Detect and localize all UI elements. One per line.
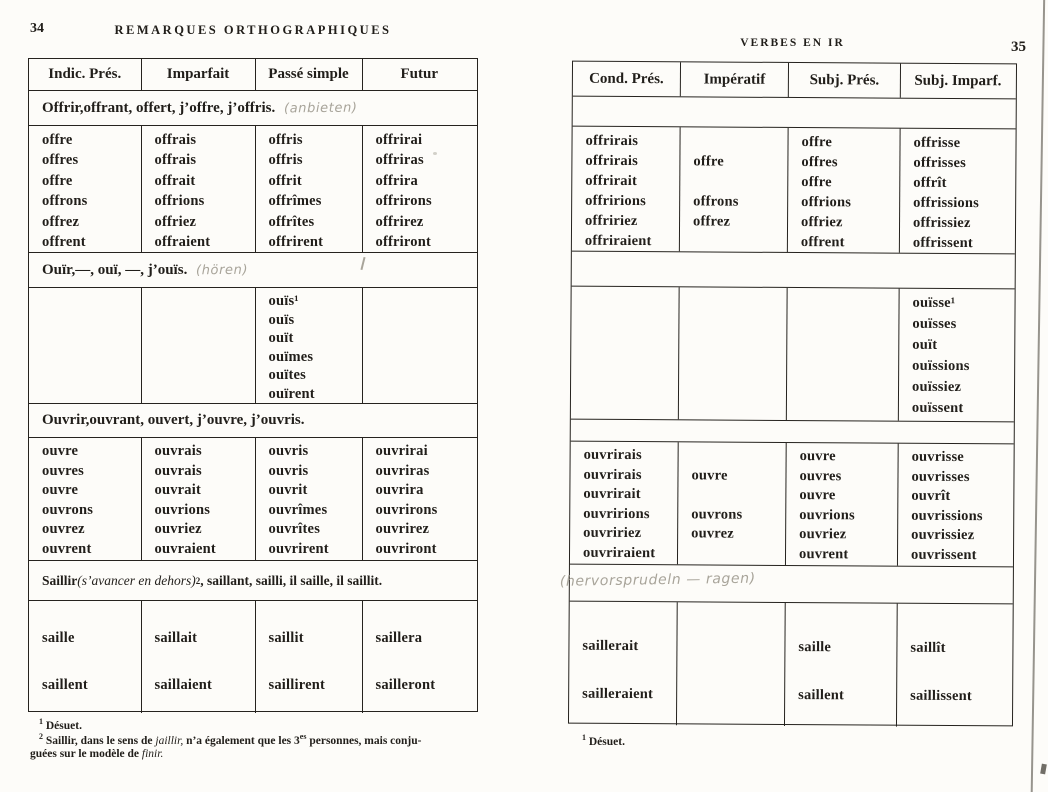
verb-form: saillissent (910, 687, 973, 705)
verb-form: ouvririez (583, 525, 642, 542)
verb-form: ouvrez (691, 525, 735, 543)
verb-principal-parts: —, ouï, —, j’ouïs. (75, 261, 188, 278)
conjugation-table-left (28, 58, 478, 712)
verb-infinitive: Offrir, (42, 99, 84, 116)
verb-form: ouvrirons (375, 501, 438, 518)
verb-form: offre (42, 172, 73, 189)
verb-form: ouvrons (691, 506, 743, 523)
verb-form: ouvrissiez (911, 527, 975, 544)
verb-form: offrions (154, 193, 205, 210)
verb-form: ouvriraient (582, 544, 656, 562)
gloss-italic: (s’avancer en dehors) (77, 572, 196, 588)
verb-principal-parts: offrant, offert, j’offre, j’offris. (83, 99, 276, 116)
footnote-1 (30, 717, 517, 734)
verb-form: ouvrirais (583, 446, 642, 464)
verb-form: offre (693, 153, 724, 170)
verb-form: ouïsse¹ (912, 294, 956, 311)
verb-form: offres (801, 154, 838, 171)
verb-form: ouvraient (154, 540, 216, 557)
verb-form: ouïs (268, 311, 295, 328)
column-conditionnel-present (570, 442, 678, 565)
verb-form: ouvrent (42, 540, 92, 557)
section-title-saillir: Saillir (s’avancer en dehors) 2 , saillant, sailli, il saille, il saillit. (29, 561, 477, 601)
verb-form: saille (42, 630, 75, 646)
verb-form: saillait (154, 630, 198, 646)
verb-form: ouvrisse (911, 448, 965, 466)
column-futur (362, 126, 477, 252)
verb-form: offriez (800, 214, 843, 231)
verb-form: ouvris (268, 462, 309, 479)
verb-form (693, 231, 787, 252)
verb-form: ouvrissent (910, 546, 977, 564)
verb-form: ouïssent (911, 399, 964, 417)
verb-form: ouïsses (912, 315, 957, 333)
column-conditionnel-present (569, 602, 677, 726)
verb-principal-parts: ouvrant, ouvert, j’ouvre, j’ouvris. (89, 412, 305, 428)
spacer-band (571, 420, 1014, 445)
verb-form: offrisse (913, 134, 961, 152)
verb-form: offriraient (584, 232, 652, 250)
column-subjonctif-present (787, 128, 900, 253)
verb-form: offrîmes (268, 193, 322, 210)
column-conditionnel-present (571, 287, 679, 420)
page-edge-shadow (1031, 0, 1045, 792)
verb-form: ouvrira (375, 482, 424, 499)
verb-form: ouvre (691, 466, 728, 484)
verb-form: ouvriront (375, 540, 437, 557)
verb-form: ouïssions (912, 357, 970, 375)
conjugation-block-offrir (29, 126, 477, 253)
verb-form: ouït (268, 330, 294, 347)
verb-form: ouvrirai (375, 443, 428, 459)
spacer-band (572, 252, 1015, 290)
verb-form: ouvrirent (268, 540, 329, 557)
verb-form (692, 446, 786, 466)
section-title-offrir (29, 91, 477, 126)
footnote-marker: 1 (582, 733, 586, 743)
column-subjonctif-present (784, 603, 897, 727)
conjugation-block-ouvrir-right (570, 442, 1014, 568)
verb-infinitive: Ouïr, (42, 261, 76, 278)
verb-form: offre (801, 134, 833, 151)
verb-form: offres (42, 152, 79, 169)
verb-form: ouvrait (154, 482, 202, 499)
verb-form: offrira (375, 172, 418, 189)
column-subjonctif-imparfait (898, 289, 1014, 422)
verb-form (693, 171, 787, 192)
column-subjonctif-present (785, 443, 898, 566)
verb-form: offrisses (913, 154, 967, 172)
column-header: Futur (362, 59, 477, 90)
conjugation-block-saillir-right (569, 602, 1013, 728)
verb-form: ouvre (799, 448, 836, 465)
footnote-text: n’a également que les 3 (183, 734, 300, 747)
scan-speck (433, 152, 437, 155)
verb-form: offriez (154, 213, 197, 230)
verb-form: ouvriez (799, 526, 847, 543)
column-passe-simple (255, 126, 362, 252)
verb-principal-parts: , saillant, sailli, il saille, il saillit. (200, 572, 383, 588)
footnote-2 (30, 731, 517, 762)
column-imparfait (141, 288, 255, 403)
column-header: Subj. Prés. (788, 63, 900, 98)
column-futur (362, 288, 477, 403)
column-imperatif (678, 287, 787, 420)
table-header-row-left (29, 59, 477, 91)
verb-form: ouvrent (798, 546, 849, 563)
column-header: Passé simple (255, 59, 362, 90)
footnote-marker: 2 (39, 731, 43, 741)
column-passe-simple (255, 438, 362, 560)
verb-form: ouvriez (154, 521, 202, 538)
conjugation-block-ouvrir (29, 438, 477, 561)
verb-form: ouïtes (268, 367, 306, 384)
conjugation-block-ouir-right (571, 287, 1015, 423)
verb-form: offrez (42, 213, 80, 230)
conjugation-table-right (559, 61, 1017, 727)
verb-form: ouvrions (799, 506, 855, 524)
verb-form: offrent (42, 233, 86, 250)
verb-form: ouvrît (911, 487, 951, 505)
verb-form: offrirais (585, 152, 638, 170)
running-head-left: REMARQUES ORTHOGRAPHIQUES (114, 23, 392, 37)
column-imparfait (141, 601, 255, 713)
verb-form: ouïrent (268, 385, 315, 402)
footnote-text: Désuet. (45, 720, 82, 732)
verb-form: offraient (154, 233, 211, 250)
verb-form: offririons (585, 192, 647, 210)
pencil-annotation: (hervorsprudeln — ragen) (559, 570, 756, 590)
verb-form: ouvrez (42, 521, 85, 538)
verb-form: offrirai (375, 132, 423, 148)
verb-form: offrais (154, 132, 197, 148)
verb-form: sailleront (375, 677, 436, 693)
pencil-annotation: (hören) (196, 262, 249, 278)
verb-form: ouït (912, 336, 938, 353)
pencil-annotation: (anbieten) (284, 100, 358, 116)
footnote-text: Désuet. (588, 736, 625, 748)
verb-form: offrons (693, 193, 739, 210)
verb-form: ouvrions (154, 501, 211, 518)
verb-form: ouvre (42, 443, 79, 459)
column-header: Indic. Prés. (48, 66, 122, 82)
verb-form: offririez (585, 212, 638, 230)
table-header-row-right (573, 62, 1016, 100)
verb-form: ouvre (42, 482, 79, 499)
column-subjonctif-imparfait (897, 444, 1013, 567)
verb-form: offris (268, 152, 303, 169)
column-futur (362, 601, 477, 713)
section-title-ouvrir (29, 404, 477, 438)
column-imperatif (676, 602, 785, 726)
verb-form: ouvrisses (911, 468, 970, 485)
verb-form: saillent (42, 677, 88, 693)
verb-form: ouvris (268, 443, 309, 459)
verb-form: ouvrit (268, 482, 308, 499)
verb-form: offrait (154, 172, 196, 189)
column-indicatif-present (29, 601, 141, 713)
verb-form: ouvres (42, 462, 85, 479)
verb-form (693, 131, 787, 152)
verb-form: ouvrîmes (268, 501, 328, 518)
column-indicatif-present (29, 126, 141, 252)
footnote-text: dans le sens de (77, 734, 156, 747)
verb-form: sailleraient (582, 685, 654, 703)
verb-form: ouïssiez (911, 378, 962, 396)
verb-form: ouvrîtes (268, 521, 321, 538)
column-indicatif-present (29, 288, 141, 403)
verb-form: saillirent (268, 677, 326, 693)
conjugation-block-ouir (29, 288, 477, 404)
verb-form: ouvres (799, 467, 842, 484)
italic-term: jaillir, (155, 734, 184, 747)
verb-form: ouvrais (154, 443, 202, 459)
verb-form: ouvriras (375, 462, 430, 479)
column-conditionnel-present (572, 127, 680, 252)
conjugation-block-saillir (29, 601, 477, 713)
footnote-lead: Saillir, (45, 734, 78, 747)
verb-form: ouvre (799, 487, 836, 504)
column-header: Cond. Prés. (589, 70, 664, 87)
verb-form: offre (801, 174, 832, 191)
column-header: Imparfait (141, 59, 255, 90)
scan-artifact (1040, 764, 1047, 775)
italic-term: finir. (141, 748, 164, 760)
verb-form: saillera (375, 630, 423, 646)
verb-form: offrissiez (912, 214, 971, 232)
verb-form: offrirez (375, 213, 424, 230)
verb-form: saillent (798, 687, 845, 704)
verb-form: offris (268, 132, 303, 148)
verb-form: offrirent (268, 233, 324, 250)
verb-form: offrîtes (268, 213, 315, 230)
verb-form: offriras (375, 152, 424, 169)
verb-infinitive: Ouvrir, (42, 412, 90, 428)
ordinal-superscript: es (299, 731, 307, 741)
verb-form (691, 486, 785, 506)
verb-form: offrirons (375, 193, 432, 210)
verb-form: ouvrissions (911, 507, 983, 524)
column-passe-simple (255, 601, 362, 713)
footnotes-right (573, 733, 973, 751)
column-imparfait (141, 126, 255, 252)
verb-form: offrez (693, 213, 731, 230)
verb-form: offrions (801, 194, 852, 211)
verb-form: offrons (42, 193, 88, 210)
footnote-text: guées sur le modèle de (30, 748, 142, 760)
verb-form: saillit (268, 630, 304, 646)
verb-infinitive: Saillir (42, 572, 78, 588)
verb-form: ouvrais (154, 462, 202, 479)
footnote-text: personnes, mais conju- (306, 734, 422, 747)
spacer-band (573, 97, 1016, 130)
column-header: Subj. Imparf. (900, 64, 1015, 99)
annotation-band (559, 565, 1013, 605)
verb-form (691, 544, 785, 564)
column-header: Impératif (680, 62, 788, 97)
verb-form: saille (798, 638, 832, 655)
verb-form: ouvrirait (583, 485, 641, 503)
column-indicatif-present (29, 438, 141, 560)
column-imperatif (679, 127, 788, 252)
column-subjonctif-present (786, 288, 899, 421)
verb-form: offrirais (585, 132, 639, 150)
footnotes-left (30, 717, 517, 763)
verb-form: saillerait (582, 637, 639, 654)
page-number-right: 35 (1011, 39, 1026, 55)
verb-form: offriront (375, 233, 431, 250)
verb-form: ouvrons (42, 501, 94, 518)
verb-form: ouvrirez (375, 521, 430, 538)
page-number-left: 34 (30, 21, 44, 36)
section-title-ouir (29, 253, 477, 288)
verb-form: saillît (910, 639, 946, 656)
verb-form: ouvririons (583, 505, 650, 522)
verb-form: ouïmes (268, 348, 314, 365)
verb-form: offrissions (913, 194, 980, 212)
verb-form: ouvrirais (583, 466, 642, 483)
verb-form: ouïs¹ (268, 293, 299, 309)
column-imperatif (677, 442, 786, 565)
column-imparfait (141, 438, 255, 560)
verb-form: offrent (800, 234, 845, 251)
verb-form: offrirait (585, 172, 638, 190)
running-head-right: VERBES EN IR (740, 37, 845, 49)
verb-form: offrit (268, 172, 302, 189)
footnote-1 (573, 733, 973, 750)
verb-form: offrissent (912, 234, 973, 252)
verb-form: offrais (154, 152, 197, 169)
column-subjonctif-imparfait (899, 129, 1015, 254)
column-subjonctif-imparfait (896, 604, 1012, 728)
footnote-marker: 1 (39, 717, 43, 727)
verb-form: offre (42, 132, 73, 148)
conjugation-block-offrir-right (572, 127, 1016, 255)
column-futur (362, 438, 477, 560)
column-passe-simple (255, 288, 362, 403)
verb-form: offrît (913, 174, 947, 191)
pencil-mark (360, 257, 365, 270)
verb-form: saillaient (154, 677, 213, 693)
